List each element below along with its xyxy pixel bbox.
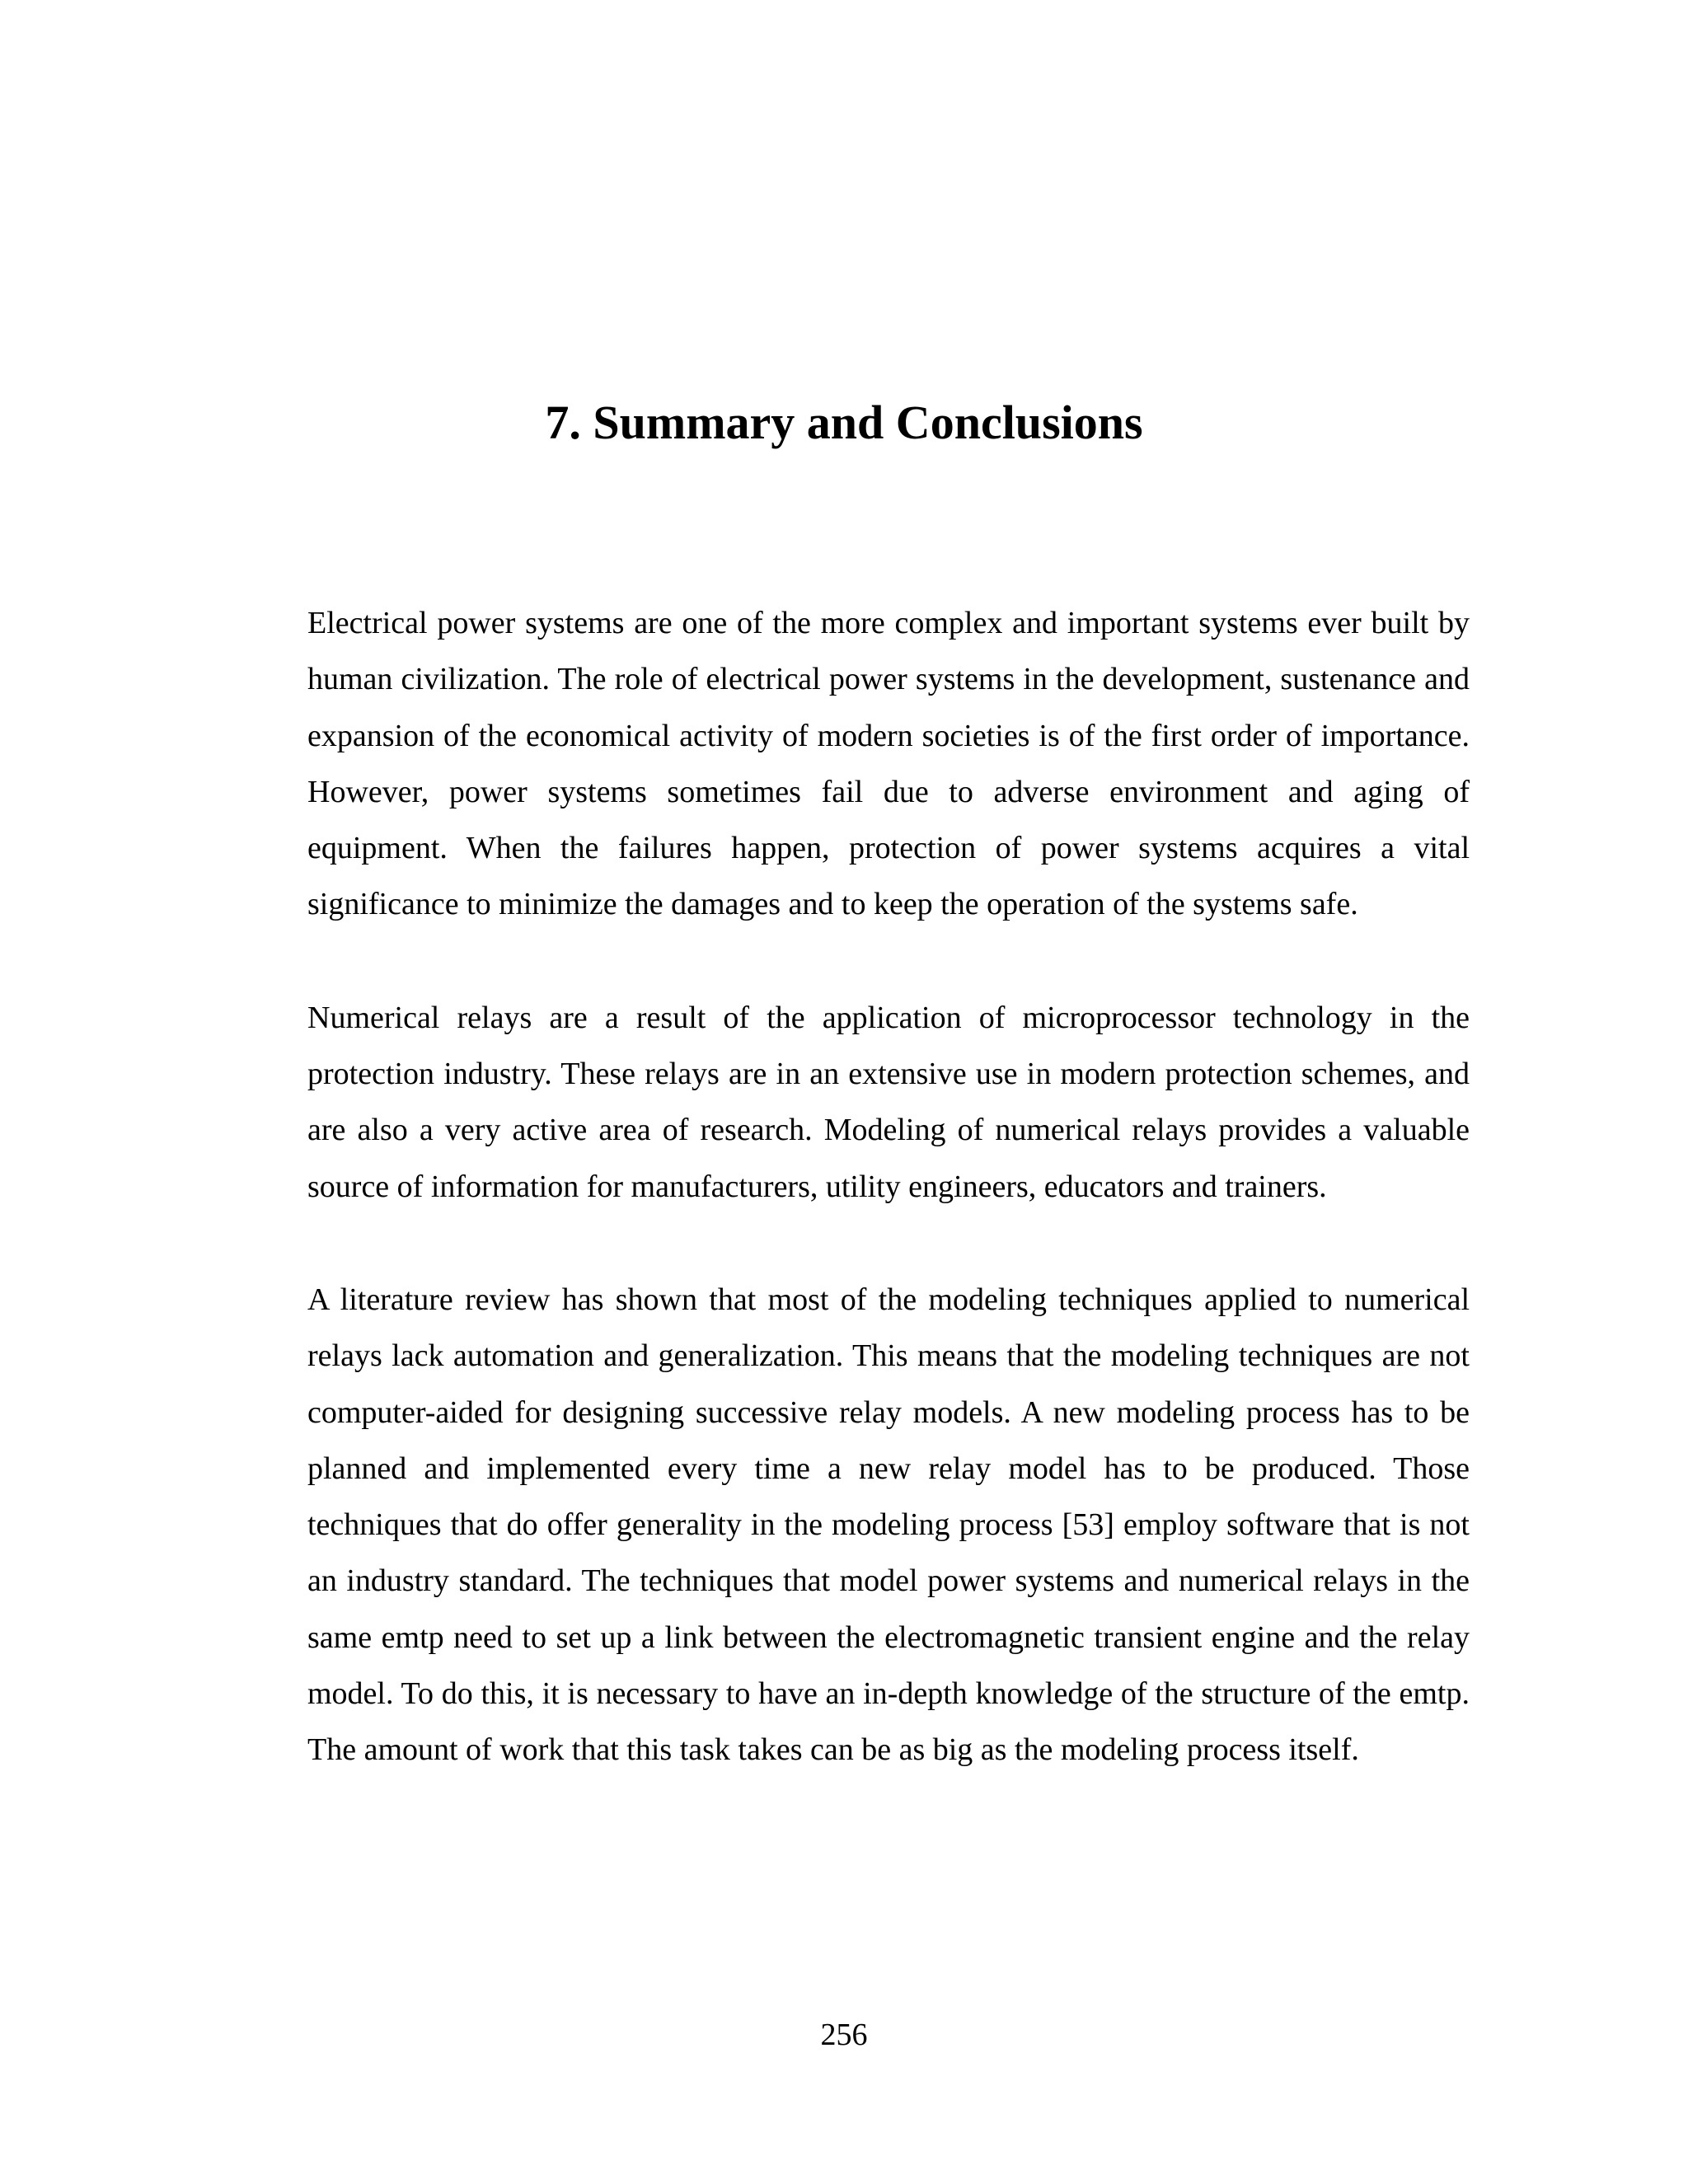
chapter-title: 7. Summary and Conclusions <box>545 396 1143 449</box>
paragraph-numerical-relays: Numerical relays are a result of the application of microprocessor technology in the protection industry. These relays are in an extensive use in modern protection schemes, and are also a very active area of research. Modeling of numerical relays provides a valuable source of information for manufacturers, utility engineers, educators and trainers. <box>307 1000 1470 1204</box>
paragraph-power-systems: Electrical power systems are one of the more complex and important systems ever built by human civilization. The role of electrical power systems in the development, sustenance and expansion of the economical activity of modern societies is of the first order of importance. However, power systems sometimes fail due to adverse environment and aging of equipment. When the failures happen, protection of power systems acquires a vital significance to minimize the damages and to keep the operation of the systems safe. <box>307 606 1470 922</box>
paragraph-literature-review: A literature review has shown that most of the modeling techniques applied to numerical relays lack automation and generalization. This means that the modeling techniques are not computer-aided for designing successive relay models. A new modeling process has to be planned and implemented every time a new relay model has to be produced. Those techniques that do offer generality in the modeling process [53] employ software that is not an industry standard. The techniques that model power systems and numerical relays in the same emtp need to set up a link between the electromagnetic transient engine and the relay model. To do this, it is necessary to have an in-depth knowledge of the structure of the emtp. The amount of work that this task takes can be as big as the modeling process itself. <box>307 1282 1470 1768</box>
page-number: 256 <box>820 2018 868 2052</box>
body-text <box>307 595 1470 1835</box>
